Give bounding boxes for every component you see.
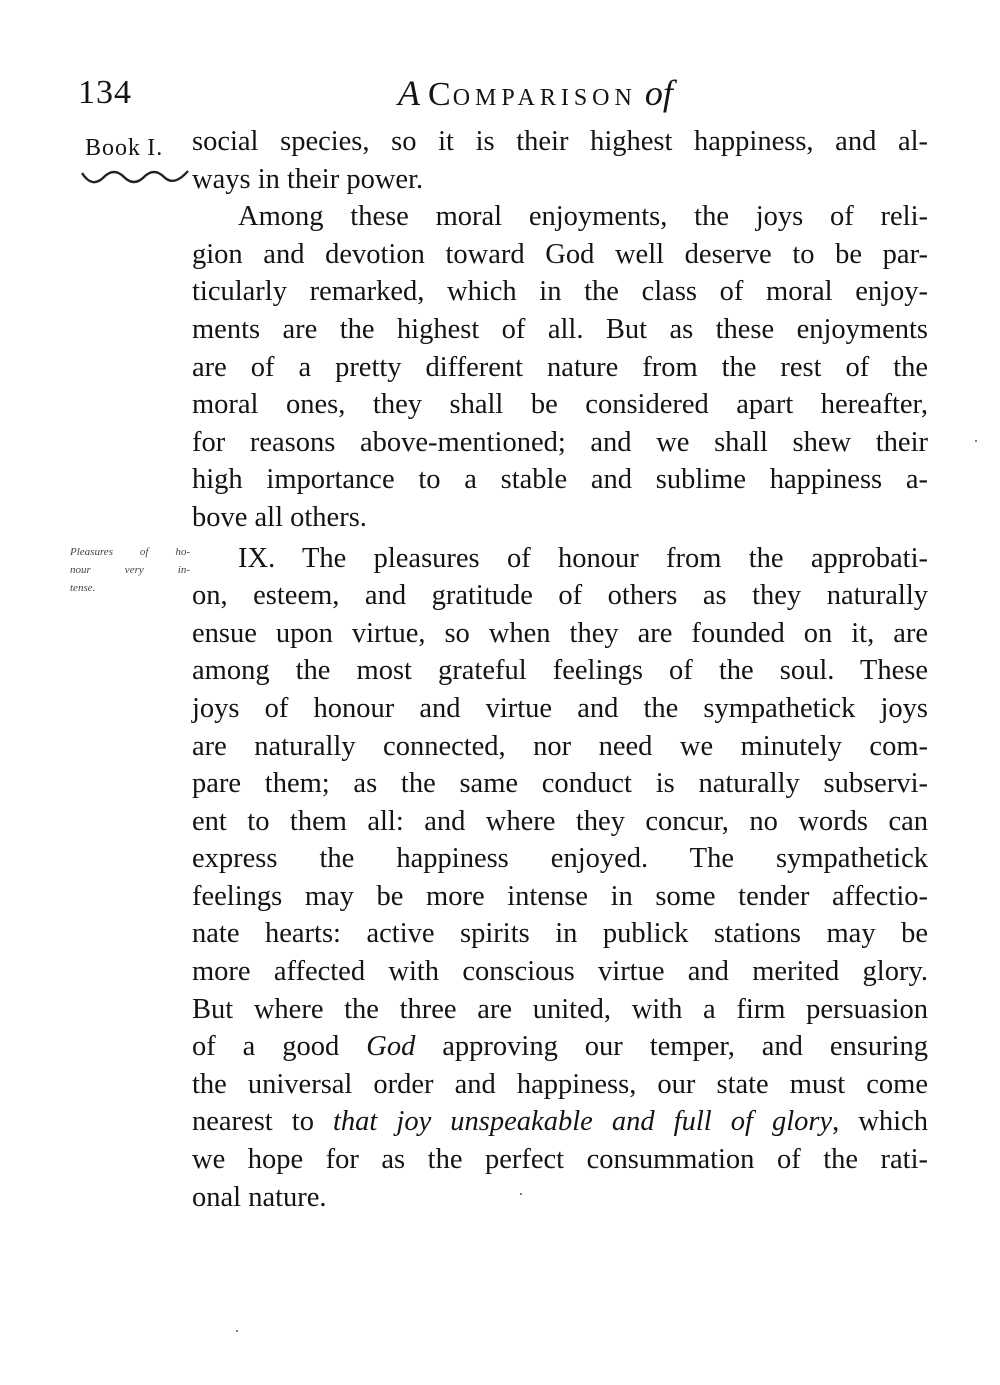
text-line: moral ones, they shall be considered apart hereafter, [192,389,928,421]
margin-note-line: tense. [70,582,96,594]
text-line: ensue upon virtue, so when they are founded on it, are [192,617,928,649]
text-run: of a good [192,1031,367,1063]
text-line: social species, so it is their highest happiness, and al- [192,126,928,157]
text-run: , which [832,1106,928,1138]
text-line: high importance to a stable and sublime happiness a- [192,464,928,496]
title-initial: C [428,76,453,113]
text-line: are of a pretty different nature from the rest of the [192,351,928,383]
text-line: But where the three are united, with a firm persuasion [192,993,928,1025]
text-line: onal nature. [192,1181,327,1213]
text-line [192,1103,928,1141]
page-number: 134 [78,74,132,111]
catchword-ornament-icon [80,165,192,189]
margin-note-line: nour very in- [70,564,190,576]
text-line: IX. The pleasures of honour from the approbati- [238,542,928,574]
text-line: ways in their power. [192,163,424,195]
running-header [0,70,1000,120]
emphasis-god: God [366,1031,416,1063]
text-line: ments are the highest of all. But as these enjoyments [192,313,928,345]
text-run: approving our temper, and ensuring [415,1031,929,1063]
text-line: Among these moral enjoyments, the joys of reli- [238,201,928,233]
text-line: joys of honour and virtue and the sympathetick joys [192,692,928,724]
book-number: I. [147,135,164,161]
paper-speck [520,1193,522,1195]
text-line: pare them; as the same conduct is naturally subservi- [192,768,928,800]
text-line: ent to them all: and where they concur, no words can [192,805,928,837]
paper-speck [975,440,977,442]
text-line: feelings may be more intense in some tender affectio- [192,880,928,912]
text-line: for reasons above-mentioned; and we shall shew their [192,426,928,458]
text-line [192,1028,928,1066]
book-label [85,135,163,162]
marginal-note [70,543,190,597]
text-line: on, esteem, and gratitude of others as they naturally [192,580,928,612]
book-word: Book [85,135,142,161]
text-line: are naturally connected, nor need we minutely com- [192,730,928,762]
text-run: nearest to [192,1106,334,1138]
text-line: nate hearts: active spirits in publick stations may be [192,918,928,950]
paper-speck [236,1330,238,1332]
running-title [398,72,673,114]
title-article: A [398,73,420,113]
text-line: we hope for as the perfect consummation of the rati- [192,1144,928,1176]
text-line: bove all others. [192,501,367,533]
margin-note-line: Pleasures of ho- [70,546,190,558]
text-line: gion and devotion toward God well deserve to be par- [192,238,928,270]
emphasis-quotation: that joy unspeakable and full of glory [333,1106,833,1138]
text-line: among the most grateful feelings of the soul. These [192,655,928,687]
text-line: more affected with conscious virtue and merited glory. [192,956,928,988]
text-line: ticularly remarked, which in the class of moral enjoy- [192,276,928,308]
title-of: of [644,73,673,113]
title-smallcaps: OMPARISON [452,85,637,111]
body-text [192,123,928,1216]
text-line: the universal order and happiness, our state must come [192,1068,928,1100]
text-line: express the happiness enjoyed. The sympathetick [192,843,928,875]
